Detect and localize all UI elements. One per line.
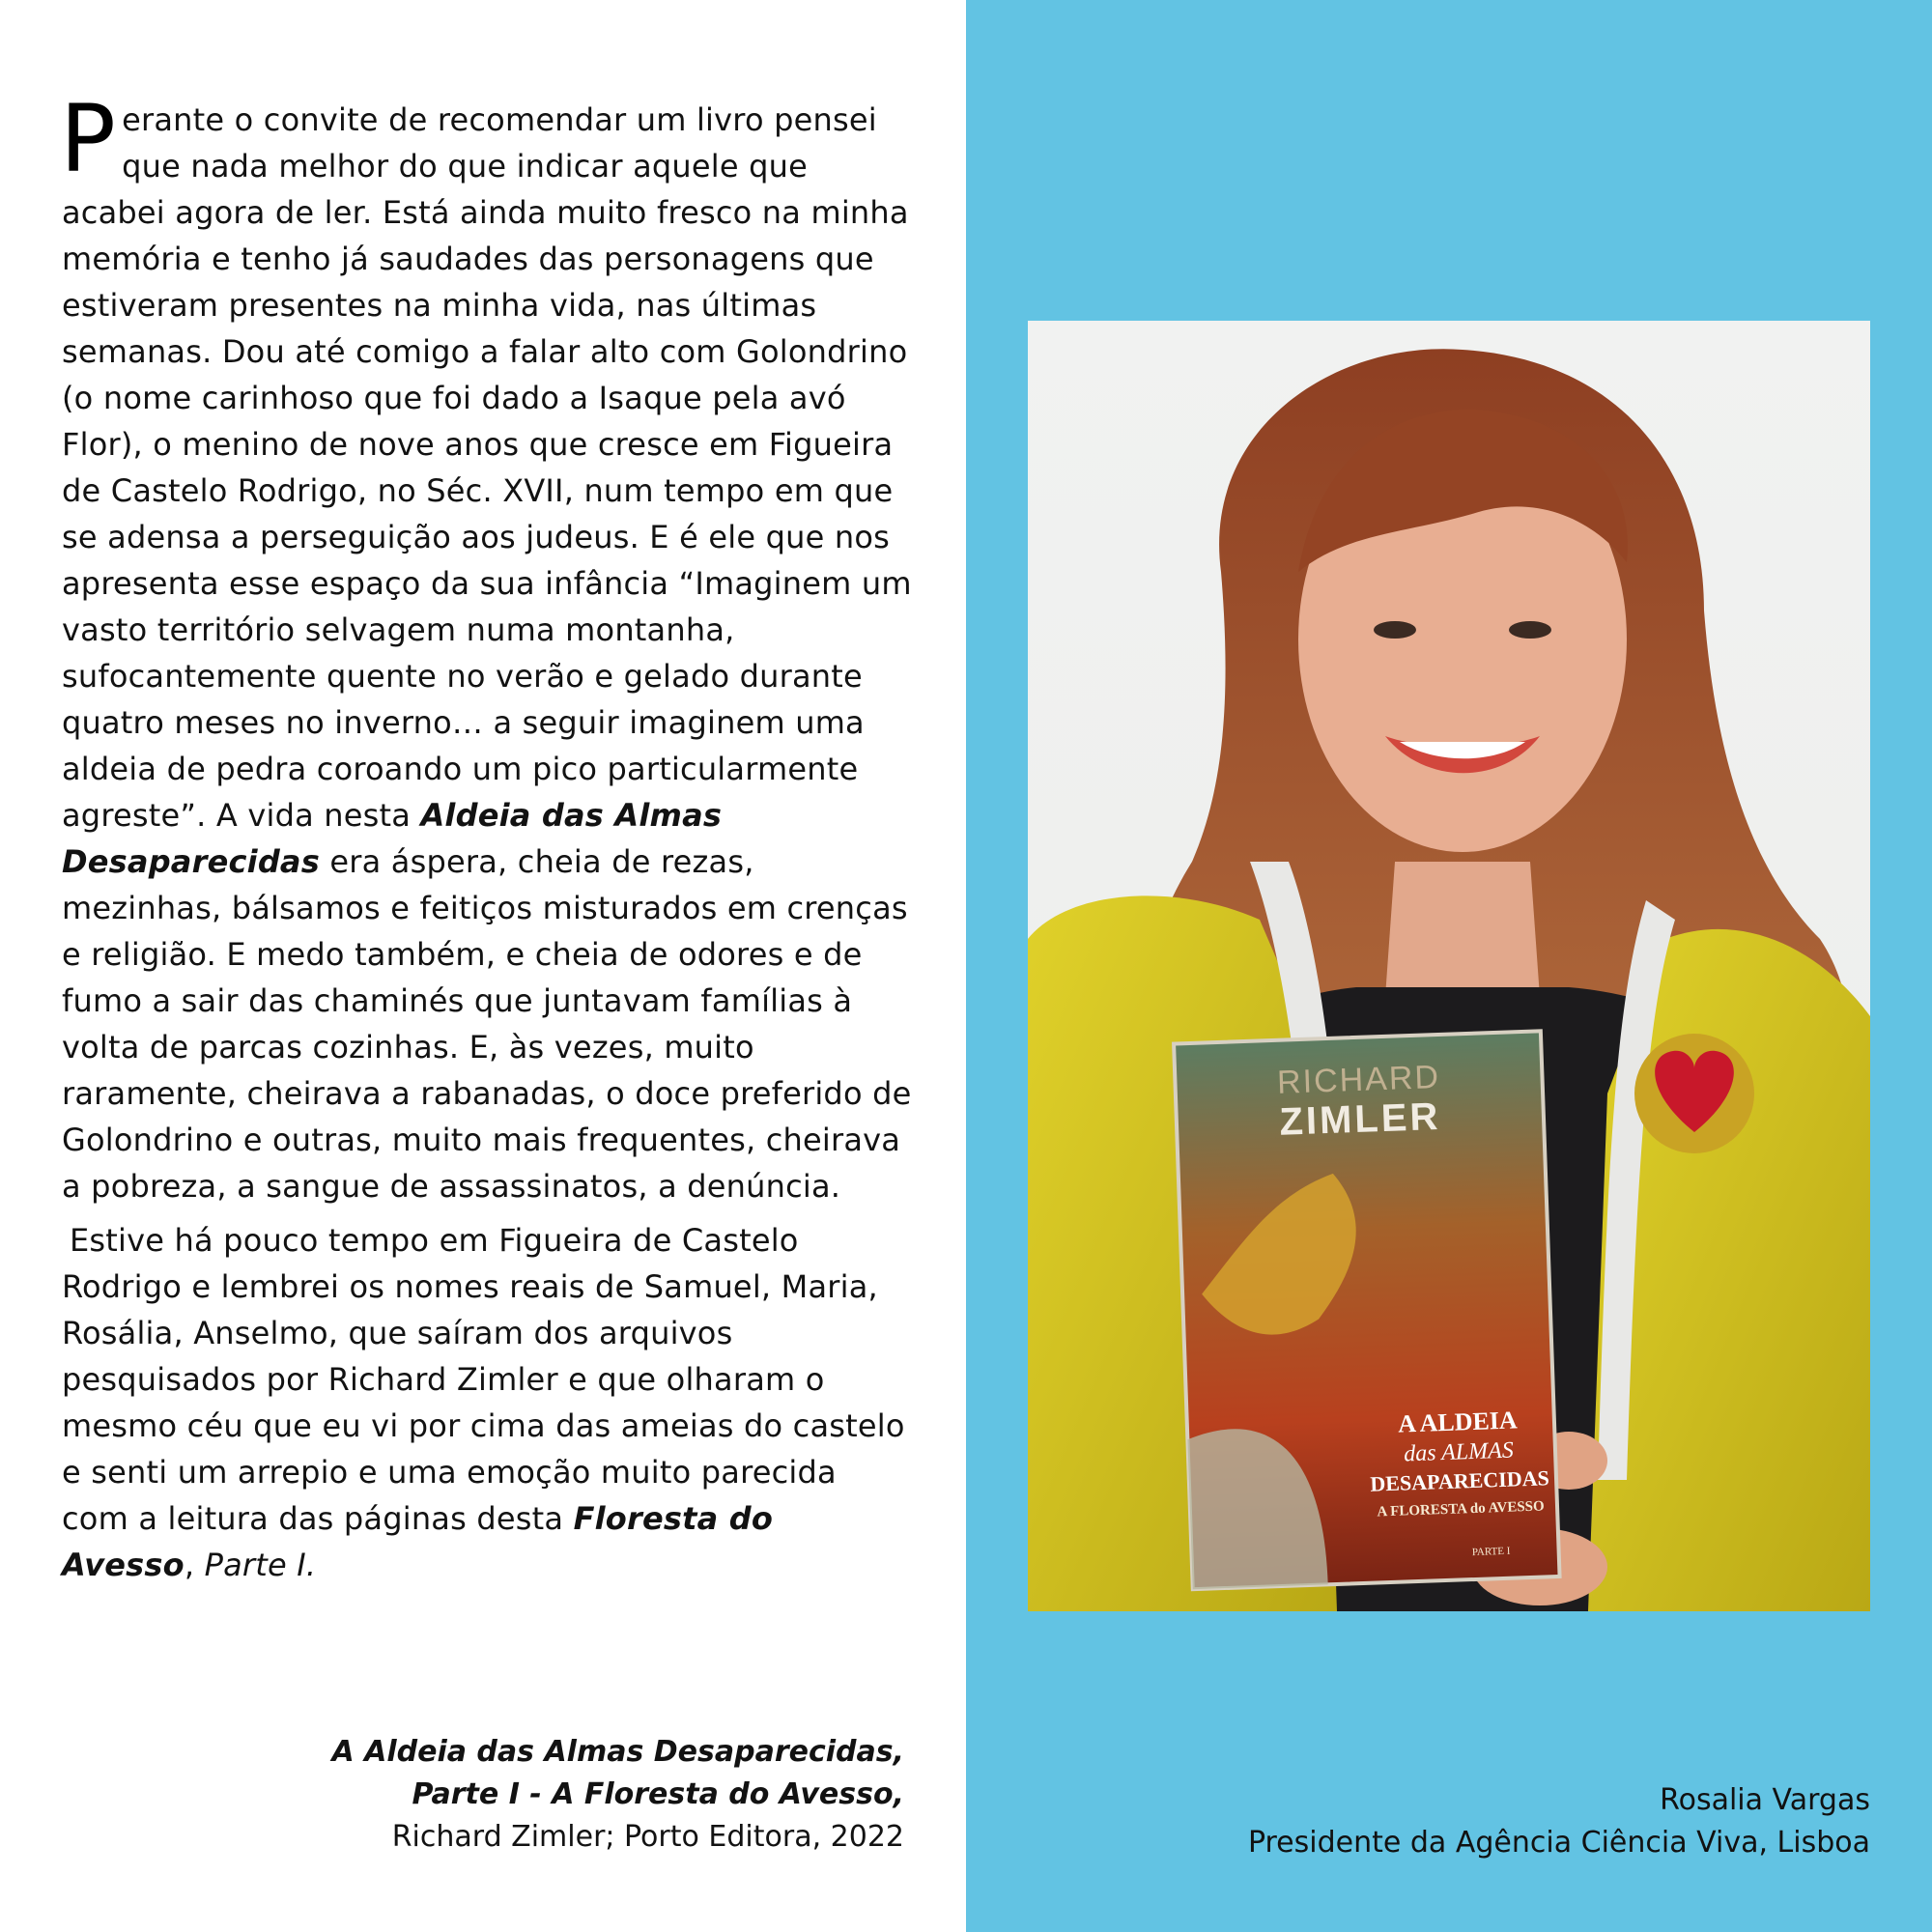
heart-brooch [1634,1034,1754,1153]
paragraph-2-separator: , [184,1547,205,1583]
book-subtitle-inline: Floresta do Avesso [62,1500,774,1583]
book-title-inline: Aldeia das Almas Desaparecidas [62,797,723,880]
book-author-first: RICHARD [1276,1058,1441,1101]
citation-title-line-2: Parte I - A Floresta do Avesso, [412,1777,904,1811]
citation-source: Richard Zimler; Porto Editora, 2022 [391,1820,904,1854]
book-part-inline: Parte I. [204,1547,317,1583]
eye-left [1374,621,1416,639]
book-subtitle: A FLORESTA do AVESSO [1377,1498,1545,1520]
paragraph-1-text-b: era áspera, cheia de rezas, mezinhas, bálsamos e feitiços misturados em crenças e religião. E medo também, e cheia de odores e de fumo a sair das chaminés que juntavam famílias à volta de parcas cozinhas. E, às vezes, muito raramente, cheirava a rabanadas, o doce preferido de Golondrino e outras, muito mais frequentes, cheirava a pobreza, a sangue de assassinatos, a denúncia. [62,843,912,1205]
book-part: PARTE I [1471,1545,1511,1559]
book-title-2: das ALMAS [1403,1437,1515,1467]
paragraph-2-text-a: Estive há pouco tempo em Figueira de Castelo Rodrigo e lembrei os nomes reais de Samuel, Maria, Rosália, Anselmo, que saíram dos arquivos pesquisados por Richard Zimler e que olharam o mesmo céu que eu vi por cima das ameias do castelo e senti um arrepio e uma emoção muito parecida com a leitura das páginas desta [62,1222,905,1537]
book-author-last: ZIMLER [1278,1094,1442,1144]
portrait-illustration [1028,321,1870,1611]
author-name: Rosalia Vargas [1660,1783,1870,1817]
book-title-1: A ALDEIA [1397,1406,1519,1438]
author-role: Presidente da Agência Ciência Viva, Lisboa [1247,1826,1870,1860]
portrait-photo [1028,321,1870,1611]
neck-shape [1385,862,1540,997]
citation-title-line-1: A Aldeia das Almas Desaparecidas, [331,1735,904,1769]
eye-right [1509,621,1551,639]
paragraph-1-text-a: erante o convite de recomendar um livro pensei que nada melhor do que indicar aquele que acabei agora de ler. Está ainda muito fresco na minha memória e tenho já saudades das personagens que estiveram presentes na minha vida, nas últimas semanas. Dou até comigo a falar alto com Golondrino (o nome carinhoso que foi dado a Isaque pela avó Flor), o menino de nove anos que cresce em Figueira de Castelo Rodrigo, no Séc. XVII, num tempo em que se adensa a perseguição aos judeus. E é ele que nos apresenta esse espaço da sua infância “Imaginem um vasto território selvagem numa montanha, sufocantemente quente no verão e gelado durante quatro meses no inverno… a seguir imaginem uma aldeia de pedra coroando um pico particularmente agreste”. A vida nesta [62,101,912,834]
book-citation [290,1731,904,1859]
drop-cap: P [60,85,117,193]
paragraph-2 [62,1217,912,1588]
paragraph-1 [60,85,912,1209]
author-signature [1140,1779,1870,1864]
book-cover [1174,1031,1559,1589]
book-title-3: DESAPARECIDAS [1369,1465,1550,1496]
article-body [60,85,912,1588]
